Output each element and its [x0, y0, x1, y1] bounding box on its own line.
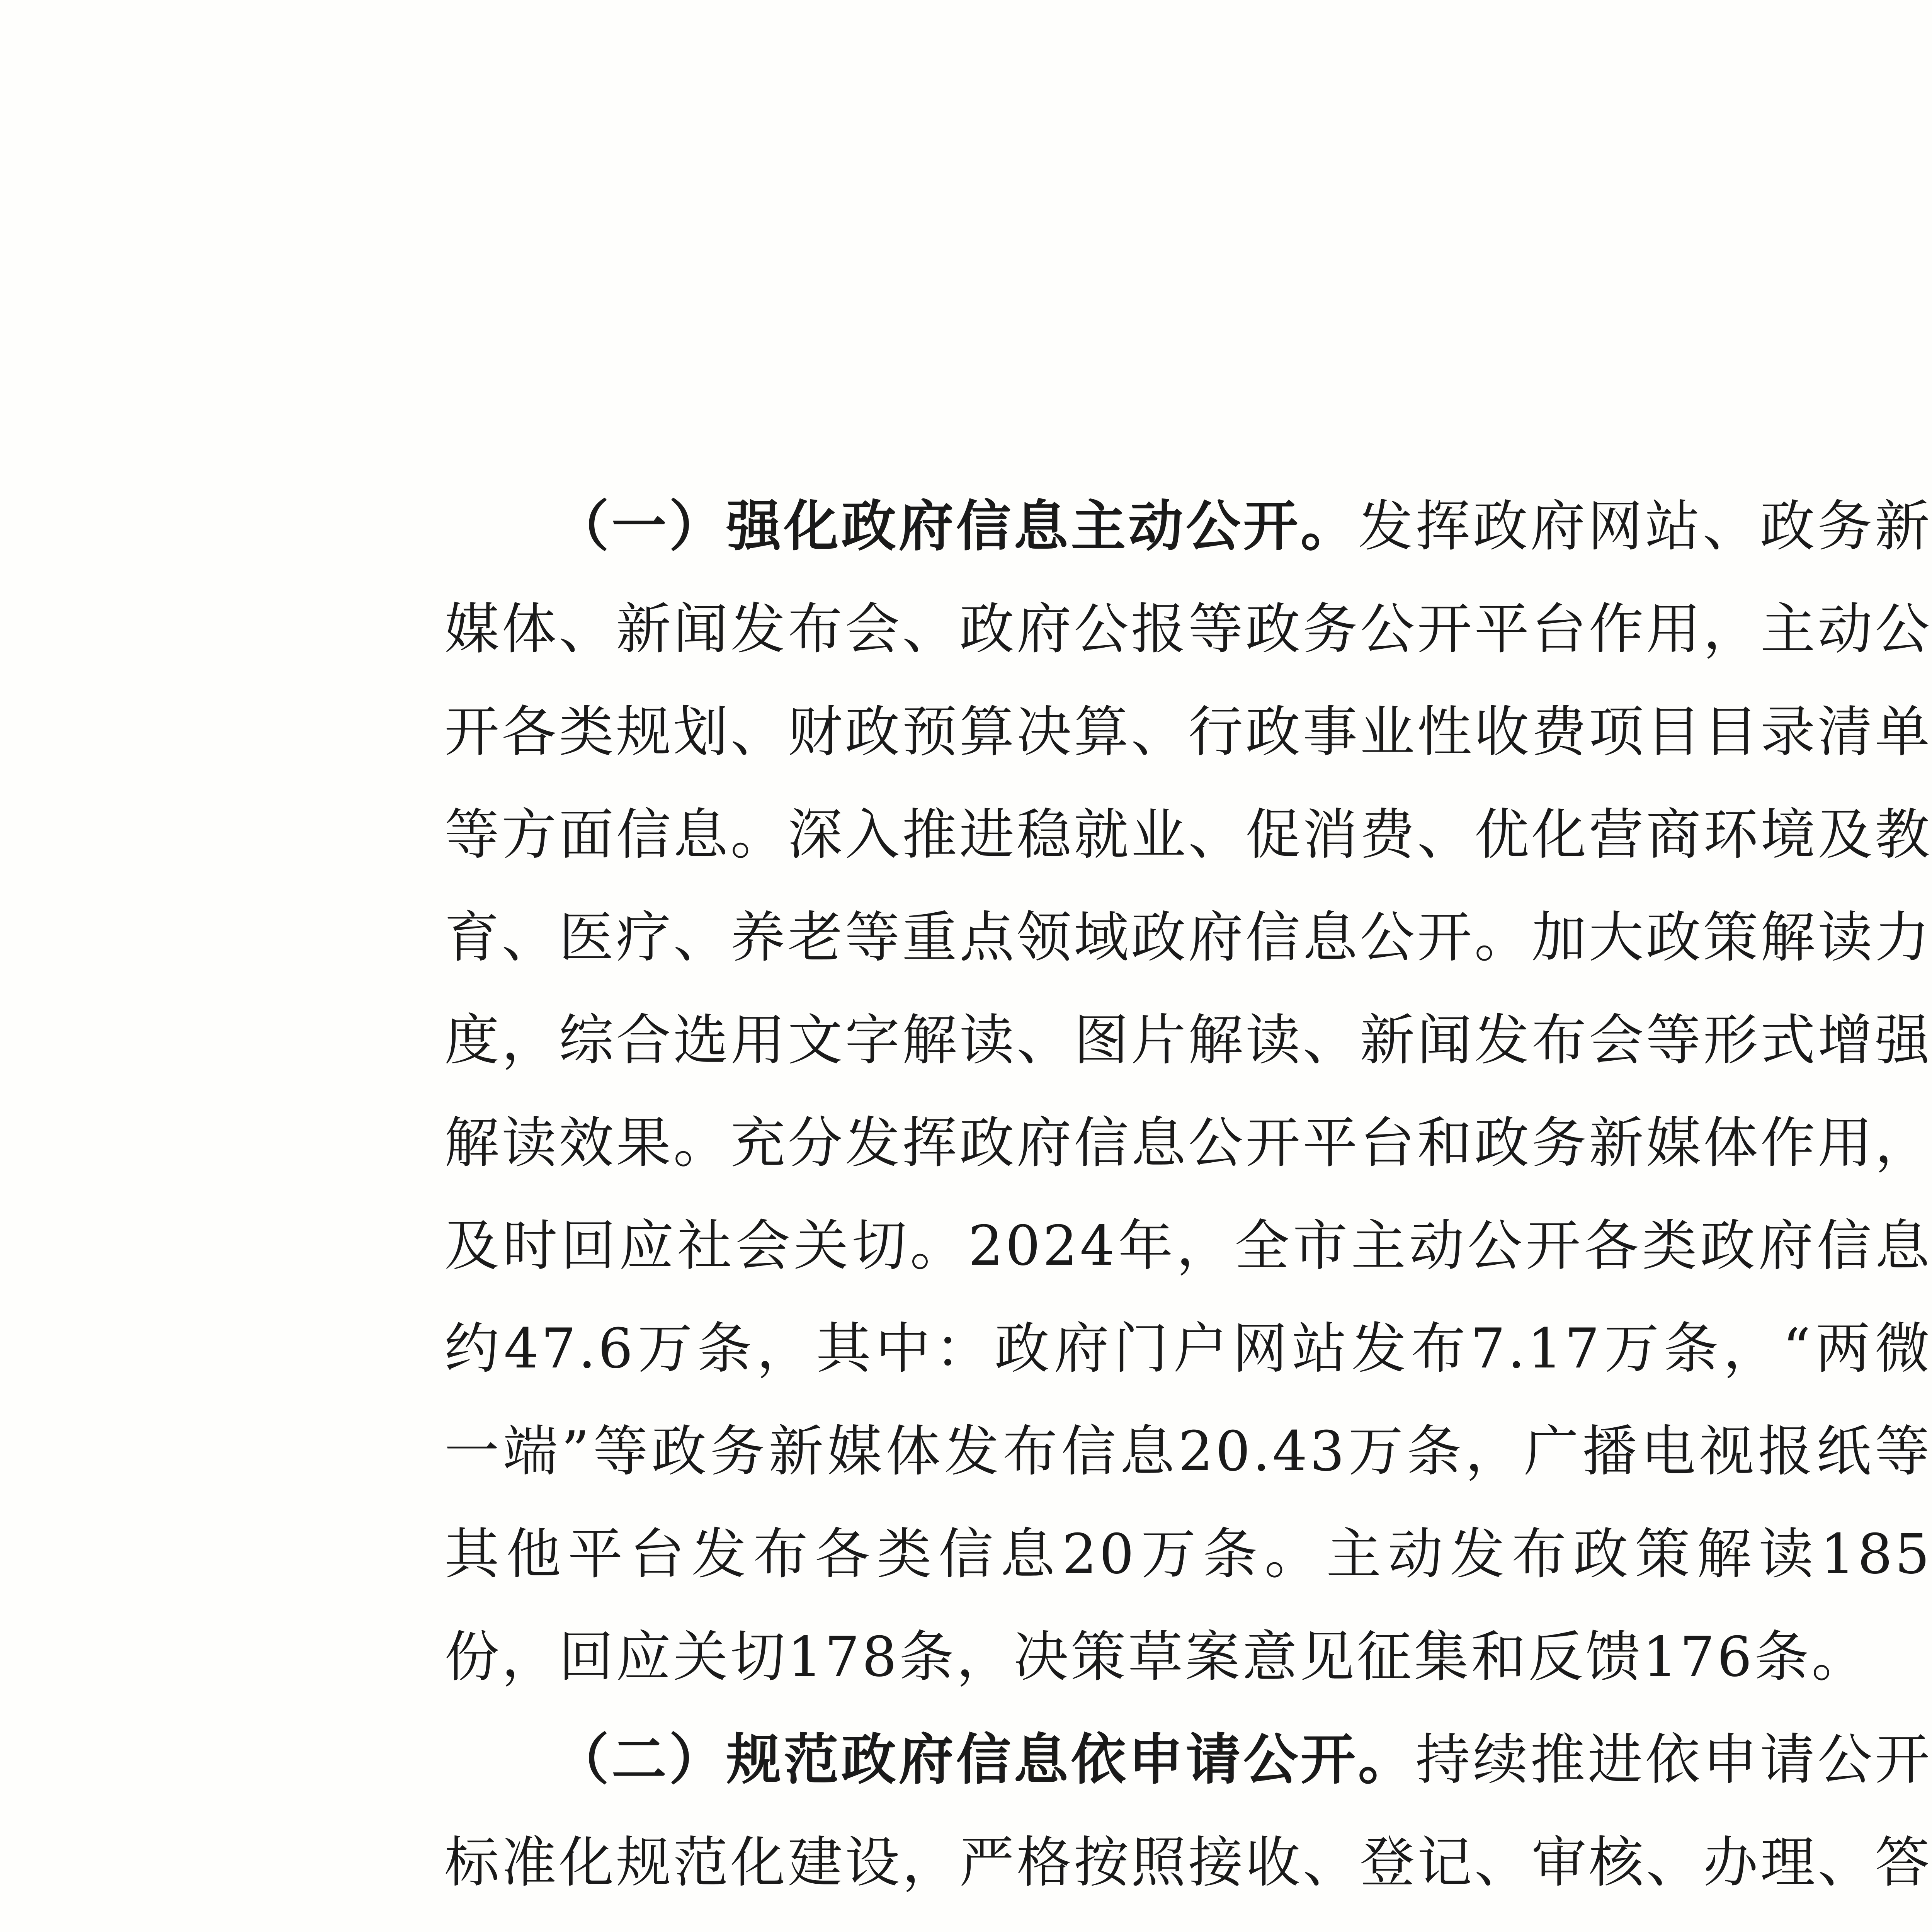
paragraph-2 [444, 1709, 1932, 1932]
paragraph-2-text: 持续推进依申请公开标准化规范化建设，严格按照接收、登记、审核、办理、答 [444, 1728, 1932, 1895]
paragraph-1 [444, 475, 1932, 1709]
paragraph-1-text: 发挥政府网站、政务新媒体、新闻发布会、政府公报等政务公开平台作用，主动公开各类规划、财政预算决算、行政事业性收费项目目录清单等方面信息。深入推进稳就业、促消费、优化营商环境及教育、医疗、养老等重点领域政府信息公开。加大政策解读力度，综合选用文字解读、图片解读、新闻发布会等形式增强解读效果。充分发挥政府信息公开平台和政务新媒体作用，及时回应社会关切。2024年，全市主动公开各类政府信息约47.6万条，其中：政府门户网站发布7.17万条，“两微一端”等政务新媒体发布信息20.43万条，广播电视报纸等其他平台发布各类信息20万条。主动发布政策解读185份，回应关切178条，决策草案意见征集和反馈176条。 [444, 495, 1932, 1689]
paragraph-2-heading: （二）规范政府信息依申请公开。 [554, 1728, 1416, 1792]
document-body [444, 475, 1932, 1932]
paragraph-1-heading: （一）强化政府信息主动公开。 [554, 495, 1358, 558]
